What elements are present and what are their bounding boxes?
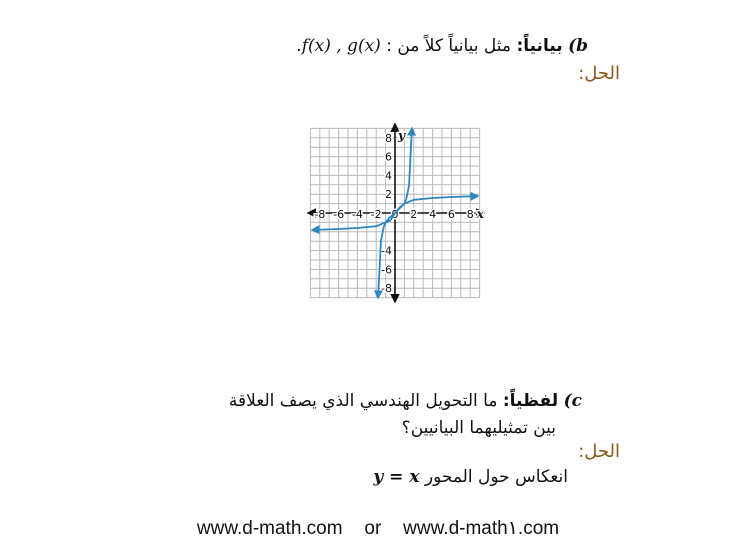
y-tick-label: 4 (385, 169, 392, 183)
x-tick-label: 4 (429, 208, 437, 221)
part-b-functions: f(x) , g(x) (301, 36, 381, 56)
y-axis-label: y (398, 128, 405, 143)
part-b-text: مثل بيانياً كلاً من : (386, 36, 512, 56)
y-tick-label: -8 (381, 282, 392, 296)
part-c-text: ما التحويل الهندسي الذي يصف العلاقة (228, 391, 498, 411)
solution-label-2: الحل: (578, 441, 620, 462)
footer-site-1[interactable]: www.d-math.com (196, 518, 343, 539)
function-graph (300, 108, 490, 308)
footer-links (0, 517, 756, 540)
part-c-question (229, 391, 582, 411)
x-tick-label: -8 (314, 208, 326, 221)
footer-site-2[interactable]: www.d-math١.com (403, 518, 560, 539)
part-c-question-line2: بين تمثيليهما البيانيين؟ (401, 418, 556, 438)
part-b-label: b) (568, 36, 588, 56)
x-tick-label: -4 (351, 208, 363, 221)
part-b-period: . (296, 36, 302, 56)
x-tick-label: -2 (370, 208, 382, 221)
y-tick-label: 2 (385, 188, 392, 202)
x-axis-label: x (476, 207, 484, 221)
x-tick-label: -6 (333, 208, 345, 221)
part-c-keyword: لفظياً: (502, 391, 559, 411)
footer-or: or (364, 518, 382, 539)
x-tick-label: 8 (466, 208, 474, 221)
part-c-label: c) (563, 391, 582, 411)
y-tick-label: -4 (381, 244, 392, 258)
solution-label: الحل: (578, 63, 620, 84)
y-tick-label: 6 (385, 150, 392, 164)
part-b-keyword: بيانياً: (516, 36, 563, 56)
answer (373, 467, 568, 487)
answer-text: انعكاس حول المحور (424, 467, 568, 487)
x-tick-label: 0 (391, 208, 399, 221)
x-tick-label: 6 (447, 208, 455, 221)
y-tick-label: 8 (385, 131, 392, 145)
answer-math: y = x (373, 467, 420, 487)
y-tick-label: -6 (381, 263, 392, 277)
part-b-question (296, 36, 588, 56)
x-tick-label: 2 (410, 208, 418, 221)
